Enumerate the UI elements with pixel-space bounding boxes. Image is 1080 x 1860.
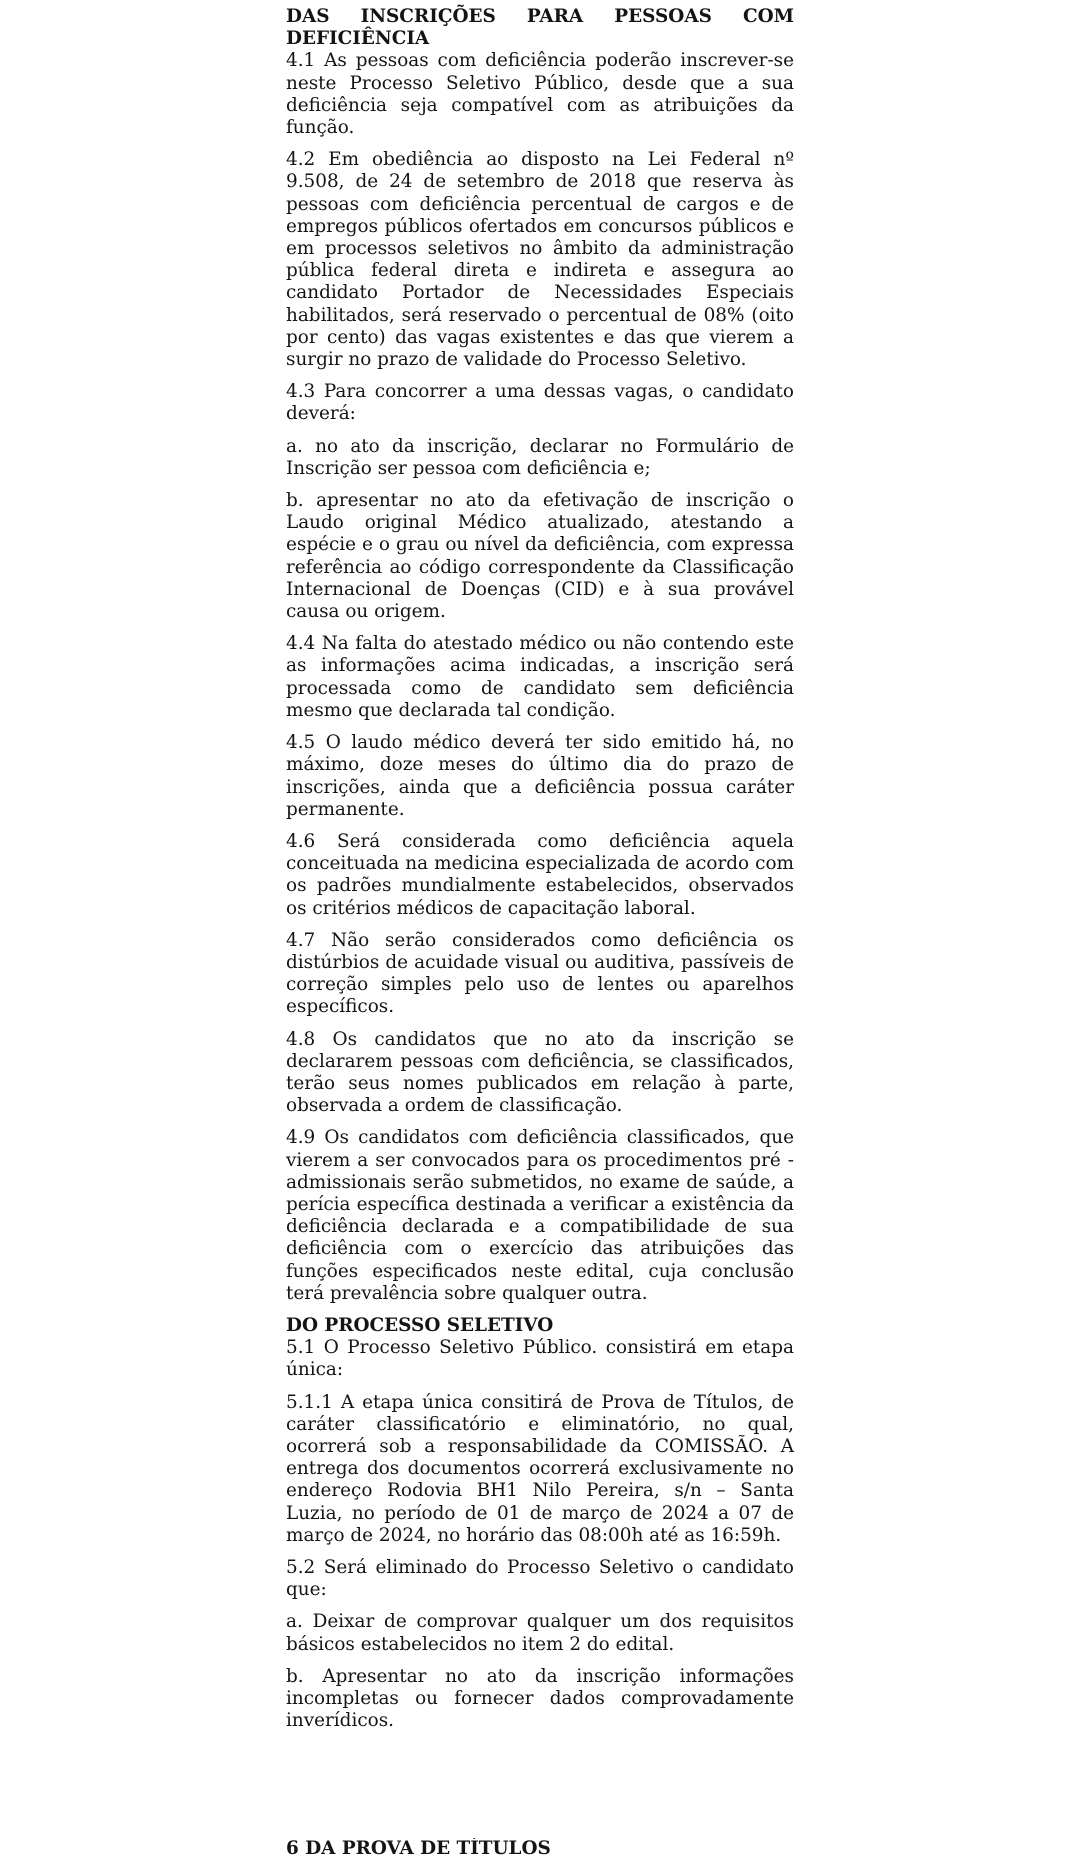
document-page — [286, 6, 794, 1742]
paragraph-4-2: 4.2 Em obediência ao disposto na Lei Federal nº 9.508, de 24 de setembro de 2018 que reserva às pessoas com deficiência percentual de cargos e de empregos públicos ofertados em concursos públicos e em processos seletivos no âmbito da administração pública federal direta e indireta e assegura ao candidato Portador de Necessidades Especiais habilitados, será reservado o percentual de 08% (oito por cento) das vagas existentes e das que vierem a surgir no prazo de validade do Processo Seletivo. — [286, 149, 794, 371]
paragraph-4-4: 4.4 Na falta do atestado médico ou não contendo este as informações acima indicadas, a inscrição será processada como de candidato sem deficiência mesmo que declarada tal condição. — [286, 633, 794, 721]
paragraph-5-1: 5.1 O Processo Seletivo Público. consistirá em etapa única: — [286, 1337, 794, 1381]
paragraph-5-1-1: 5.1.1 A etapa única consitirá de Prova de Títulos, de caráter classificatório e eliminatório, no qual, ocorrerá sob a responsabilidade da COMISSÃO. A entrega dos documentos ocorrerá exclusivamente no endereço Rodovia BH1 Nilo Pereira, s/n – Santa Luzia, no período de 01 de março de 2024 a 07 de março de 2024, no horário das 08:00h até as 16:59h. — [286, 1391, 794, 1546]
paragraph-4-8: 4.8 Os candidatos que no ato da inscrição se declararem pessoas com deficiência, se classificados, terão seus nomes publicados em relação à parte, observada a ordem de classificação. — [286, 1028, 794, 1117]
paragraph-5-2-a: a. Deixar de comprovar qualquer um dos requisitos básicos estabelecidos no item 2 do edital. — [286, 1611, 794, 1655]
section-4-heading: DAS INSCRIÇÕES PARA PESSOAS COM DEFICIÊNCIA — [286, 6, 794, 50]
section-6-heading: 6 DA PROVA DE TÍTULOS — [286, 1838, 551, 1859]
paragraph-5-2-b: b. Apresentar no ato da inscrição informações incompletas ou fornecer dados comprovadamente inverídicos. — [286, 1665, 794, 1732]
paragraph-4-7: 4.7 Não serão considerados como deficiência os distúrbios de acuidade visual ou auditiva, passíveis de correção simples pelo uso de lentes ou aparelhos específicos. — [286, 929, 794, 1018]
paragraph-4-1: 4.1 As pessoas com deficiência poderão inscrever-se neste Processo Seletivo Público, desde que a sua deficiência seja compatível com as atribuições da função. — [286, 50, 794, 139]
paragraph-4-6: 4.6 Será considerada como deficiência aquela conceituada na medicina especializada de acordo com os padrões mundialmente estabelecidos, observados os critérios médicos de capacitação laboral. — [286, 830, 794, 919]
paragraph-4-9: 4.9 Os candidatos com deficiência classificados, que vierem a ser convocados para os procedimentos pré - admissionais serão submetidos, no exame de saúde, a perícia específica destinada a verificar a existência da deficiência declarada e a compatibilidade de sua deficiência com o exercício das atribuições das funções especificados neste edital, cuja conclusão terá prevalência sobre qualquer outra. — [286, 1127, 794, 1304]
paragraph-4-3-b: b. apresentar no ato da efetivação de inscrição o Laudo original Médico atualizado, atestando a espécie e o grau ou nível da deficiência, com expressa referência ao código correspondente da Classificação Internacional de Doenças (CID) e à sua provável causa ou origem. — [286, 490, 794, 623]
paragraph-5-2: 5.2 Será eliminado do Processo Seletivo o candidato que: — [286, 1557, 794, 1601]
paragraph-4-5: 4.5 O laudo médico deverá ter sido emitido há, no máximo, doze meses do último dia do prazo de inscrições, ainda que a deficiência possua caráter permanente. — [286, 732, 794, 820]
paragraph-4-3: 4.3 Para concorrer a uma dessas vagas, o candidato deverá: — [286, 381, 794, 425]
paragraph-4-3-a: a. no ato da inscrição, declarar no Formulário de Inscrição ser pessoa com deficiência e; — [286, 435, 794, 479]
section-6-heading-cutoff — [286, 1838, 794, 1860]
section-5-heading: DO PROCESSO SELETIVO — [286, 1314, 554, 1336]
